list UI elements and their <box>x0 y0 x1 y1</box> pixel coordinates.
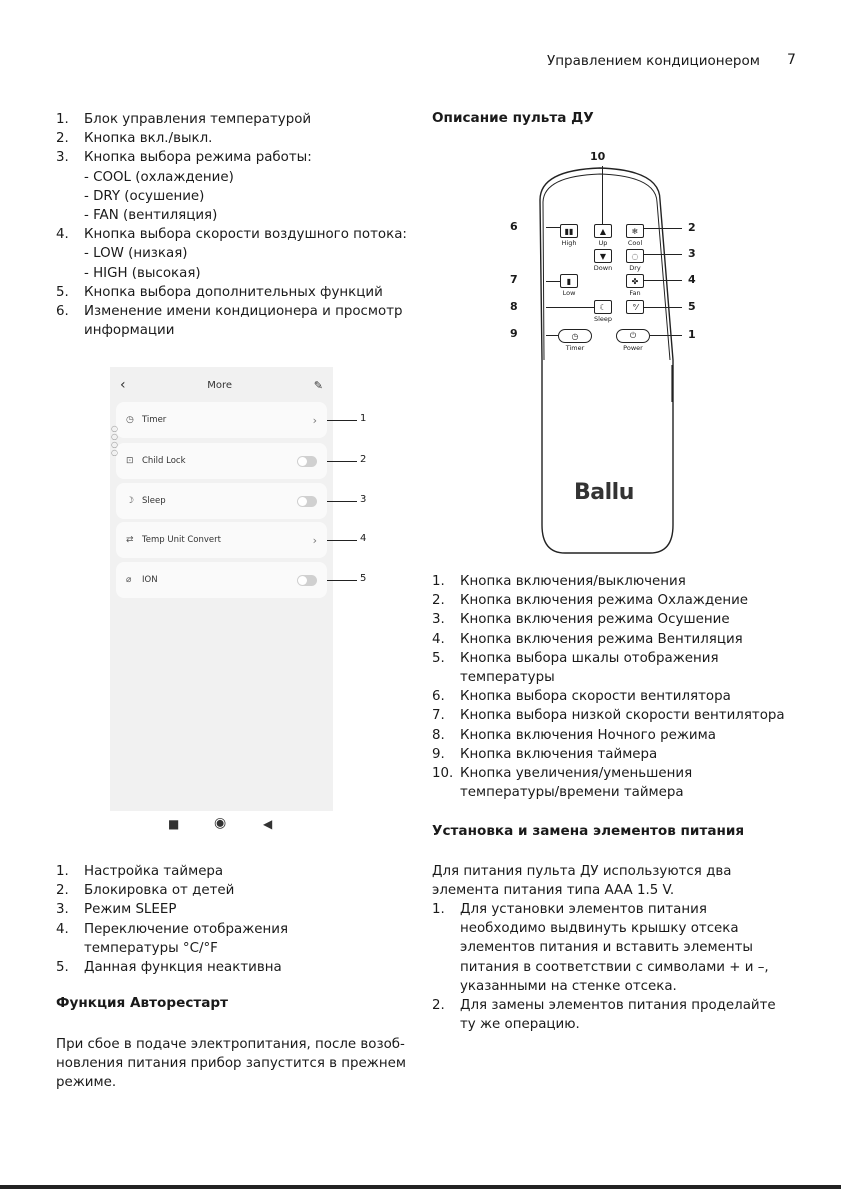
list-item <box>432 649 812 687</box>
list-item <box>56 110 416 129</box>
list-item-number: 1. <box>432 574 445 589</box>
list-item-text: Режим SLEEP <box>84 902 177 918</box>
control-functions-list <box>56 110 416 340</box>
list-item-number: 5. <box>432 650 445 666</box>
list-item <box>56 225 416 283</box>
leaf-icon: ⌀ <box>126 575 132 585</box>
up-label: Up <box>598 239 608 247</box>
power-button[interactable]: ⏻ <box>616 329 650 343</box>
back-icon[interactable]: ‹ <box>120 377 126 393</box>
list-item <box>432 745 812 764</box>
callout-number: 1 <box>360 413 367 424</box>
callout-number: 4 <box>360 533 367 544</box>
list-item-subline: - DRY (осушение) <box>84 188 205 204</box>
brand-logo: Ballu <box>574 480 634 505</box>
callout-8: 8 <box>510 300 518 313</box>
list-item <box>56 900 416 919</box>
nav-home-icon[interactable]: ◉ <box>214 815 227 831</box>
setting-row-sleep[interactable] <box>116 483 327 519</box>
edit-icon[interactable]: ✎ <box>313 378 323 392</box>
list-item-number: 2. <box>432 593 445 609</box>
list-item-subline: элементов питания и вставить элементы <box>460 940 753 956</box>
fan-button[interactable]: ✤ <box>626 274 644 288</box>
list-item-number: 3. <box>56 150 69 166</box>
list-item-text: Кнопка выбора режима работы: <box>84 150 312 166</box>
callout-line <box>650 335 682 336</box>
callout-line <box>327 420 357 421</box>
setting-label: Sleep <box>142 496 166 506</box>
callout-line <box>644 254 682 255</box>
cool-label: Cool <box>627 239 643 247</box>
autorestart-text <box>56 1035 426 1093</box>
callout-6: 6 <box>510 220 518 233</box>
chevron-right-icon: › <box>312 533 317 547</box>
batteries-heading: Установка и замена элементов питания <box>432 823 745 839</box>
list-item-subline: питания в соответствии с символами + и –, <box>460 959 769 975</box>
list-item <box>432 591 812 610</box>
list-item-text: Настройка таймера <box>84 864 224 879</box>
callout-line <box>602 166 603 224</box>
list-item-text: Кнопка включения режима Осушение <box>460 612 730 628</box>
setting-toggle[interactable] <box>297 575 317 586</box>
callout-10: 10 <box>590 150 606 163</box>
list-item-number: 6. <box>56 304 69 320</box>
list-item-text: Кнопка увеличения/уменьшения <box>460 766 693 782</box>
setting-row-timer[interactable] <box>116 402 327 438</box>
app-title: More <box>207 379 233 391</box>
callout-number: 3 <box>360 494 367 505</box>
callout-line <box>546 227 560 228</box>
callout-4: 4 <box>688 273 696 286</box>
list-item-text: Кнопка включения режима Вентиляция <box>460 631 743 647</box>
list-item-text: Данная функция неактивна <box>84 960 282 976</box>
dry-label: Dry <box>629 264 641 272</box>
cool-button[interactable]: ❄ <box>626 224 644 238</box>
list-item-text: Для замены элементов питания проделайте <box>460 998 776 1014</box>
callout-line <box>644 307 682 308</box>
list-item <box>432 610 812 629</box>
callout-line <box>546 335 558 336</box>
list-item <box>432 900 822 996</box>
batteries-steps <box>432 900 822 1034</box>
unit-toggle-button[interactable]: °⁄ <box>626 300 644 314</box>
list-item-text: Кнопка вкл./выкл. <box>84 131 213 147</box>
list-item-number: 1. <box>56 112 69 127</box>
list-item <box>56 302 416 340</box>
list-item-number: 5. <box>56 960 69 976</box>
callout-number: 5 <box>360 573 367 584</box>
down-label: Down <box>593 264 613 272</box>
list-item-text: Кнопка выбора скорости вентилятора <box>460 689 731 705</box>
clock-icon: ◷ <box>126 415 134 425</box>
setting-toggle[interactable] <box>297 496 317 507</box>
drag-handle-icon: ○ ○ ○ ○ <box>111 424 118 457</box>
list-item <box>432 630 812 649</box>
timer-label: Timer <box>565 344 585 352</box>
list-item-number: 7. <box>432 708 445 724</box>
lock-icon: ⊡ <box>126 456 134 466</box>
autorestart-line: новления питания прибор запустится в прежнем <box>56 1056 406 1072</box>
page-bottom-rule <box>0 1185 841 1189</box>
high-label: High <box>561 239 577 247</box>
setting-label: Timer <box>142 415 167 425</box>
list-item-text: Блокировка от детей <box>84 883 235 899</box>
list-item <box>432 726 812 745</box>
setting-label: ION <box>142 575 158 585</box>
fan-high-button[interactable]: ▮▮ <box>560 224 578 238</box>
down-button[interactable]: ▼ <box>594 249 612 263</box>
callout-line <box>327 461 357 462</box>
low-label: Low <box>562 289 576 297</box>
chevron-right-icon: › <box>312 413 317 427</box>
batteries-intro <box>432 862 822 900</box>
list-item-text: Переключение отображения <box>84 921 289 937</box>
list-item <box>56 881 416 900</box>
list-item <box>56 958 416 977</box>
autorestart-line: режиме. <box>56 1075 117 1091</box>
list-item-text: Блок управления температурой <box>84 112 312 127</box>
setting-row-ion[interactable] <box>116 562 327 598</box>
sleep-label: Sleep <box>593 315 613 323</box>
list-item <box>432 764 812 802</box>
list-item-subline: - COOL (охлаждение) <box>84 169 234 185</box>
app-functions-list <box>56 862 416 977</box>
setting-label: Child Lock <box>142 456 186 466</box>
list-item-number: 3. <box>56 902 69 918</box>
list-item-number: 5. <box>56 284 69 300</box>
list-item-number: 1. <box>56 864 69 879</box>
page-number: 7 <box>787 52 796 68</box>
remote-buttons-list <box>432 572 812 802</box>
batteries-intro-line: Для питания пульта ДУ используются два <box>432 864 732 879</box>
list-item-subline: - HIGH (высокая) <box>84 265 201 281</box>
autorestart-heading: Функция Авторестарт <box>56 995 229 1011</box>
list-item-text: Изменение имени кондиционера и просмотр <box>84 304 403 320</box>
list-item-subline: информации <box>84 323 175 339</box>
list-item-number: 8. <box>432 727 445 743</box>
power-label: Power <box>623 344 643 352</box>
list-item-number: 1. <box>432 902 445 917</box>
list-item <box>56 148 416 225</box>
dry-button[interactable]: ◌ <box>626 249 644 263</box>
list-item <box>432 572 812 591</box>
list-item <box>432 687 812 706</box>
list-item-subline: - LOW (низкая) <box>84 246 188 262</box>
batteries-intro-line: элемента питания типа AAA 1.5 V. <box>432 883 675 899</box>
list-item-text: Кнопка включения Ночного режима <box>460 727 716 743</box>
fan-low-button[interactable]: ▮ <box>560 274 578 288</box>
up-button[interactable]: ▲ <box>594 224 612 238</box>
callout-line <box>644 280 682 281</box>
remote-heading: Описание пульта ДУ <box>432 110 594 126</box>
list-item <box>56 283 416 302</box>
list-item-number: 10. <box>432 766 454 782</box>
timer-button[interactable]: ◷ <box>558 329 592 343</box>
setting-row-child-lock[interactable] <box>116 443 327 479</box>
list-item-subline: - FAN (вентиляция) <box>84 208 218 224</box>
callout-2: 2 <box>688 221 696 234</box>
list-item-text: Кнопка выбора шкалы отображения <box>460 650 719 666</box>
callout-line <box>644 228 682 229</box>
list-item-subline: температуры °C/°F <box>84 940 218 956</box>
moon-icon: ☽ <box>126 496 135 506</box>
setting-row-temp-unit-convert[interactable] <box>116 522 327 558</box>
callout-line <box>327 580 357 581</box>
nav-back-icon[interactable]: ◀ <box>263 817 273 831</box>
list-item-number: 3. <box>432 612 445 628</box>
callout-line <box>327 540 357 541</box>
list-item-number: 6. <box>432 689 445 705</box>
callout-7: 7 <box>510 273 518 286</box>
list-item-subline: температуры <box>460 670 555 686</box>
autorestart-line: При сбое в подаче электропитания, после возоб- <box>56 1037 405 1052</box>
callout-5: 5 <box>688 300 696 313</box>
list-item-number: 2. <box>56 883 69 899</box>
list-item-text: Кнопка выбора скорости воздушного потока: <box>84 227 407 243</box>
list-item <box>56 920 416 958</box>
callout-number: 2 <box>360 454 367 465</box>
list-item-number: 4. <box>56 227 69 243</box>
list-item-text: Кнопка выбора дополнительных функций <box>84 284 383 300</box>
callout-9: 9 <box>510 327 518 340</box>
list-item-text: Кнопка включения режима Охлаждение <box>460 593 749 609</box>
nav-stop-icon[interactable]: ■ <box>168 817 180 831</box>
list-item-number: 9. <box>432 746 445 762</box>
list-item-subline: ту же операцию. <box>460 1017 580 1033</box>
list-item <box>432 996 822 1034</box>
sleep-button[interactable]: ☾ <box>594 300 612 314</box>
app-screenshot <box>110 367 333 811</box>
callout-3: 3 <box>688 247 696 260</box>
page-header-title: Управлением кондиционером <box>547 53 760 69</box>
setting-label: Temp Unit Convert <box>142 535 221 545</box>
list-item <box>56 129 416 148</box>
list-item <box>432 706 812 725</box>
setting-toggle[interactable] <box>297 456 317 467</box>
callout-line <box>546 307 594 308</box>
list-item-text: Для установки элементов питания <box>460 902 707 917</box>
list-item-subline: температуры/времени таймера <box>460 785 684 801</box>
list-item-number: 2. <box>432 998 445 1014</box>
list-item-text: Кнопка включения таймера <box>460 746 658 762</box>
list-item-subline: необходимо выдвинуть крышку отсека <box>460 921 739 937</box>
convert-icon: ⇄ <box>126 535 134 545</box>
callout-line <box>327 501 357 502</box>
list-item-number: 4. <box>56 921 69 937</box>
list-item-text: Кнопка включения/выключения <box>460 574 686 589</box>
list-item-number: 2. <box>56 131 69 147</box>
fan-label: Fan <box>629 289 641 297</box>
list-item-text: Кнопка выбора низкой скорости вентилятора <box>460 708 785 724</box>
callout-1: 1 <box>688 328 696 341</box>
list-item-subline: указанными на стенке отсека. <box>460 978 677 994</box>
callout-line <box>546 281 560 282</box>
list-item <box>56 862 416 881</box>
app-header <box>110 367 333 403</box>
list-item-number: 4. <box>432 631 445 647</box>
